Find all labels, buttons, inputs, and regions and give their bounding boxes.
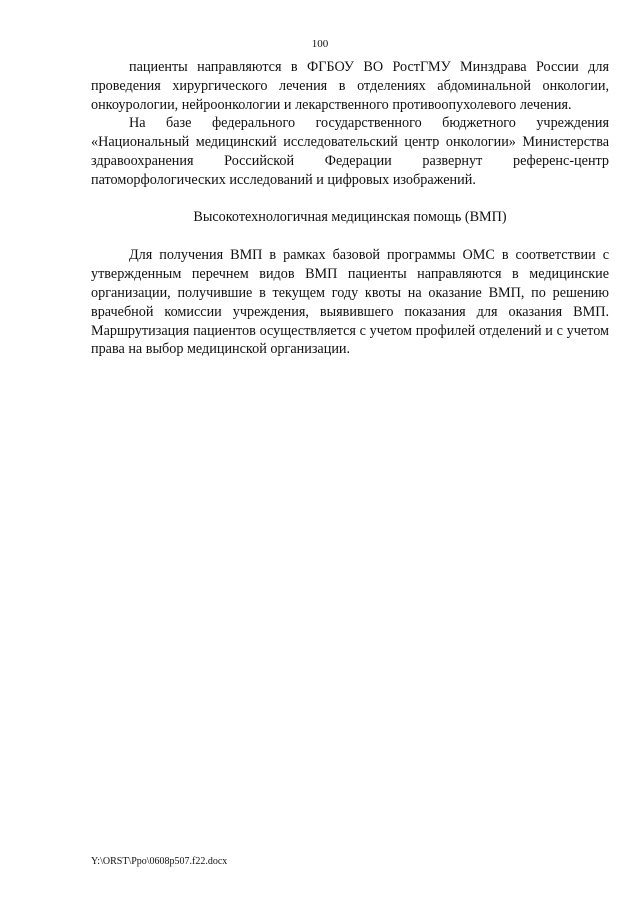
paragraph-reference-center: На базе федерального государственного бюджетного учреждения «Национальный медицинский исследовательский центр онкологии» Министерства здравоохранения Российской Федерации развернут референс-центр патоморфологических исследований и цифровых изображений. bbox=[91, 115, 609, 188]
page-number: 100 bbox=[311, 38, 329, 50]
footer-file-path: Y:\ORST\Ppo\0608p507.f22.docx bbox=[91, 856, 228, 867]
document-body bbox=[91, 58, 609, 359]
paragraph-vmp-routing: Для получения ВМП в рамках базовой программы ОМС в соответствии с утвержденным перечнем видов ВМП пациенты направляются в медицинские организации, получившие в текущем году квоты на оказание ВМП, по решению врачебной комиссии учреждения, выявившего показания для оказания ВМП. Маршрутизация пациентов осуществляется с учетом профилей отделений и с учетом права на выбор медицинской организации. bbox=[91, 247, 609, 358]
section-heading-vmp: Высокотехнологичная медицинская помощь (ВМП) bbox=[193, 208, 507, 225]
paragraph-referral-rostgmu: пациенты направляются в ФГБОУ ВО РостГМУ Минздрава России для проведения хирургического лечения в отделениях абдоминальной онкологии, онкоурологии, нейроонкологии и лекарственного противоопухолевого лечения. bbox=[91, 59, 609, 113]
